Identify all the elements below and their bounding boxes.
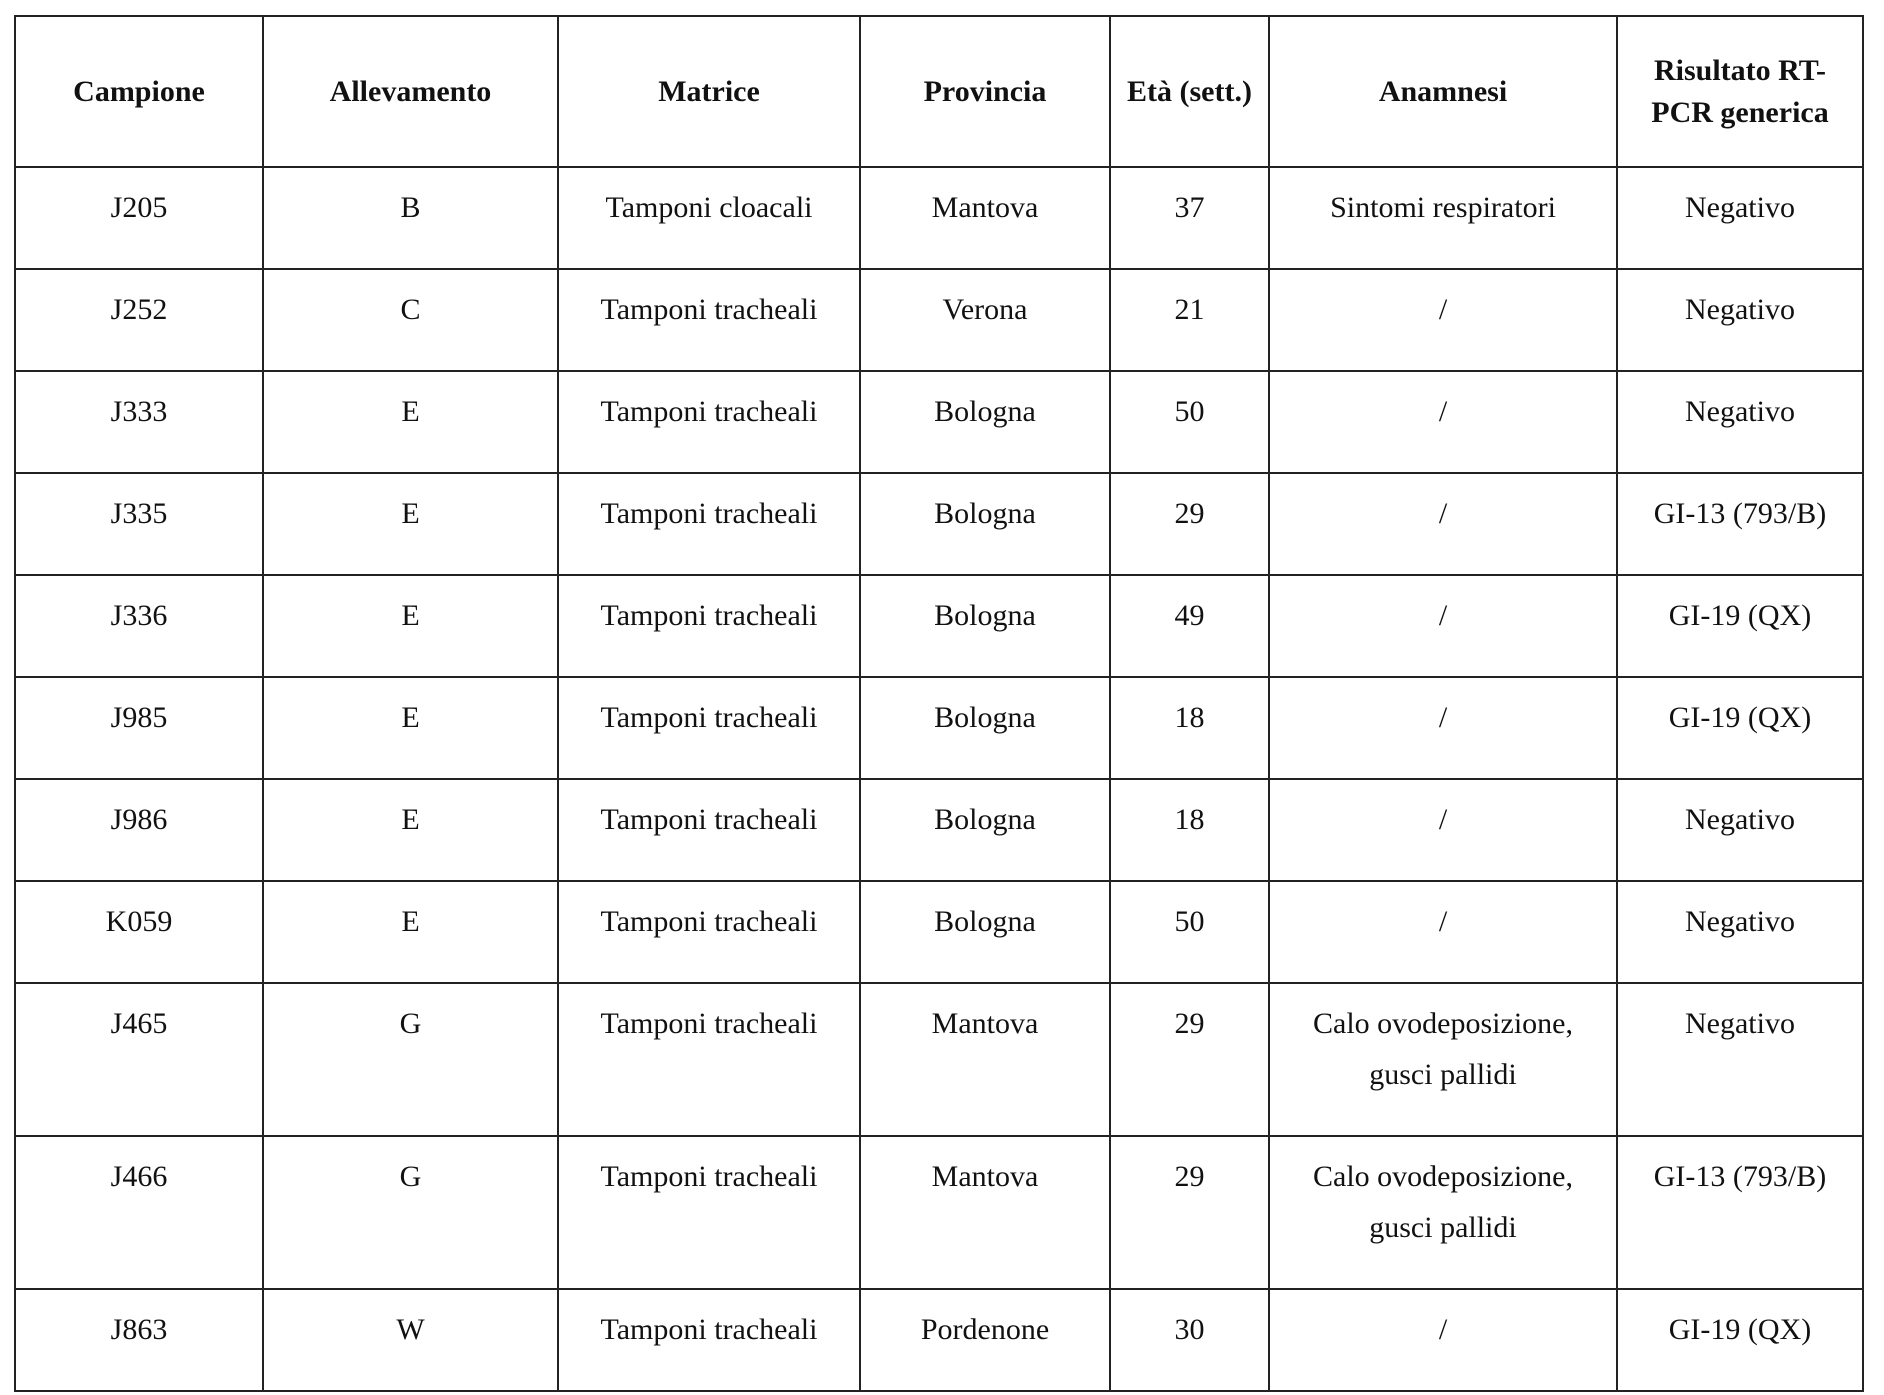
header-campione: Campione xyxy=(15,16,263,167)
cell-campione: J985 xyxy=(15,677,263,779)
cell-eta: 29 xyxy=(1110,473,1269,575)
cell-anamnesi: / xyxy=(1269,269,1617,371)
cell-matrice: Tamponi cloacali xyxy=(558,167,860,269)
cell-anamnesi: Sintomi respiratori xyxy=(1269,167,1617,269)
cell-allevamento: E xyxy=(263,881,558,983)
table-row xyxy=(15,473,1863,575)
cell-campione: J986 xyxy=(15,779,263,881)
cell-allevamento: E xyxy=(263,473,558,575)
cell-matrice: Tamponi tracheali xyxy=(558,371,860,473)
table-row xyxy=(15,1136,1863,1289)
cell-risultato: GI-13 (793/B) xyxy=(1617,1136,1863,1289)
table-row xyxy=(15,881,1863,983)
cell-allevamento: C xyxy=(263,269,558,371)
cell-provincia: Mantova xyxy=(860,1136,1110,1289)
cell-provincia: Mantova xyxy=(860,983,1110,1136)
cell-provincia: Bologna xyxy=(860,779,1110,881)
cell-anamnesi: / xyxy=(1269,677,1617,779)
cell-matrice: Tamponi tracheali xyxy=(558,983,860,1136)
table-row xyxy=(15,269,1863,371)
cell-allevamento: W xyxy=(263,1289,558,1391)
table-row xyxy=(15,677,1863,779)
cell-provincia: Bologna xyxy=(860,575,1110,677)
header-eta: Età (sett.) xyxy=(1110,16,1269,167)
cell-campione: J252 xyxy=(15,269,263,371)
cell-risultato: GI-19 (QX) xyxy=(1617,1289,1863,1391)
cell-allevamento: G xyxy=(263,1136,558,1289)
table-row xyxy=(15,1289,1863,1391)
cell-matrice: Tamponi tracheali xyxy=(558,1289,860,1391)
cell-matrice: Tamponi tracheali xyxy=(558,575,860,677)
cell-campione: J205 xyxy=(15,167,263,269)
cell-eta: 18 xyxy=(1110,677,1269,779)
header-risultato: Risultato RT-PCR generica xyxy=(1617,16,1863,167)
cell-eta: 21 xyxy=(1110,269,1269,371)
header-matrice: Matrice xyxy=(558,16,860,167)
cell-allevamento: E xyxy=(263,677,558,779)
cell-risultato: Negativo xyxy=(1617,167,1863,269)
cell-eta: 50 xyxy=(1110,371,1269,473)
cell-eta: 50 xyxy=(1110,881,1269,983)
header-anamnesi: Anamnesi xyxy=(1269,16,1617,167)
table-row xyxy=(15,983,1863,1136)
cell-eta: 37 xyxy=(1110,167,1269,269)
cell-risultato: Negativo xyxy=(1617,881,1863,983)
cell-allevamento: B xyxy=(263,167,558,269)
cell-matrice: Tamponi tracheali xyxy=(558,779,860,881)
cell-eta: 29 xyxy=(1110,983,1269,1136)
cell-eta: 30 xyxy=(1110,1289,1269,1391)
cell-risultato: Negativo xyxy=(1617,779,1863,881)
cell-campione: J466 xyxy=(15,1136,263,1289)
header-provincia: Provincia xyxy=(860,16,1110,167)
cell-anamnesi: Calo ovodeposizione, gusci pallidi xyxy=(1269,1136,1617,1289)
cell-campione: J465 xyxy=(15,983,263,1136)
samples-table xyxy=(14,15,1864,1392)
cell-eta: 49 xyxy=(1110,575,1269,677)
cell-campione: J336 xyxy=(15,575,263,677)
cell-provincia: Bologna xyxy=(860,371,1110,473)
cell-matrice: Tamponi tracheali xyxy=(558,677,860,779)
table-row xyxy=(15,371,1863,473)
cell-risultato: GI-19 (QX) xyxy=(1617,677,1863,779)
header-row xyxy=(15,16,1863,167)
cell-anamnesi: / xyxy=(1269,575,1617,677)
cell-allevamento: E xyxy=(263,371,558,473)
cell-allevamento: E xyxy=(263,575,558,677)
cell-anamnesi: / xyxy=(1269,1289,1617,1391)
cell-anamnesi: / xyxy=(1269,473,1617,575)
cell-anamnesi: / xyxy=(1269,779,1617,881)
cell-provincia: Mantova xyxy=(860,167,1110,269)
cell-matrice: Tamponi tracheali xyxy=(558,881,860,983)
cell-anamnesi: / xyxy=(1269,371,1617,473)
cell-provincia: Verona xyxy=(860,269,1110,371)
cell-campione: J863 xyxy=(15,1289,263,1391)
cell-risultato: Negativo xyxy=(1617,269,1863,371)
cell-allevamento: G xyxy=(263,983,558,1136)
cell-matrice: Tamponi tracheali xyxy=(558,473,860,575)
cell-risultato: Negativo xyxy=(1617,371,1863,473)
cell-risultato: GI-13 (793/B) xyxy=(1617,473,1863,575)
cell-campione: K059 xyxy=(15,881,263,983)
header-allevamento: Allevamento xyxy=(263,16,558,167)
table-row xyxy=(15,167,1863,269)
cell-campione: J333 xyxy=(15,371,263,473)
cell-provincia: Bologna xyxy=(860,881,1110,983)
cell-matrice: Tamponi tracheali xyxy=(558,1136,860,1289)
table-row xyxy=(15,575,1863,677)
cell-provincia: Bologna xyxy=(860,473,1110,575)
cell-eta: 29 xyxy=(1110,1136,1269,1289)
cell-eta: 18 xyxy=(1110,779,1269,881)
cell-anamnesi: / xyxy=(1269,881,1617,983)
cell-risultato: Negativo xyxy=(1617,983,1863,1136)
cell-campione: J335 xyxy=(15,473,263,575)
table-body xyxy=(15,167,1863,1391)
cell-anamnesi: Calo ovodeposizione, gusci pallidi xyxy=(1269,983,1617,1136)
cell-risultato: GI-19 (QX) xyxy=(1617,575,1863,677)
cell-provincia: Pordenone xyxy=(860,1289,1110,1391)
cell-provincia: Bologna xyxy=(860,677,1110,779)
table-row xyxy=(15,779,1863,881)
cell-allevamento: E xyxy=(263,779,558,881)
cell-matrice: Tamponi tracheali xyxy=(558,269,860,371)
